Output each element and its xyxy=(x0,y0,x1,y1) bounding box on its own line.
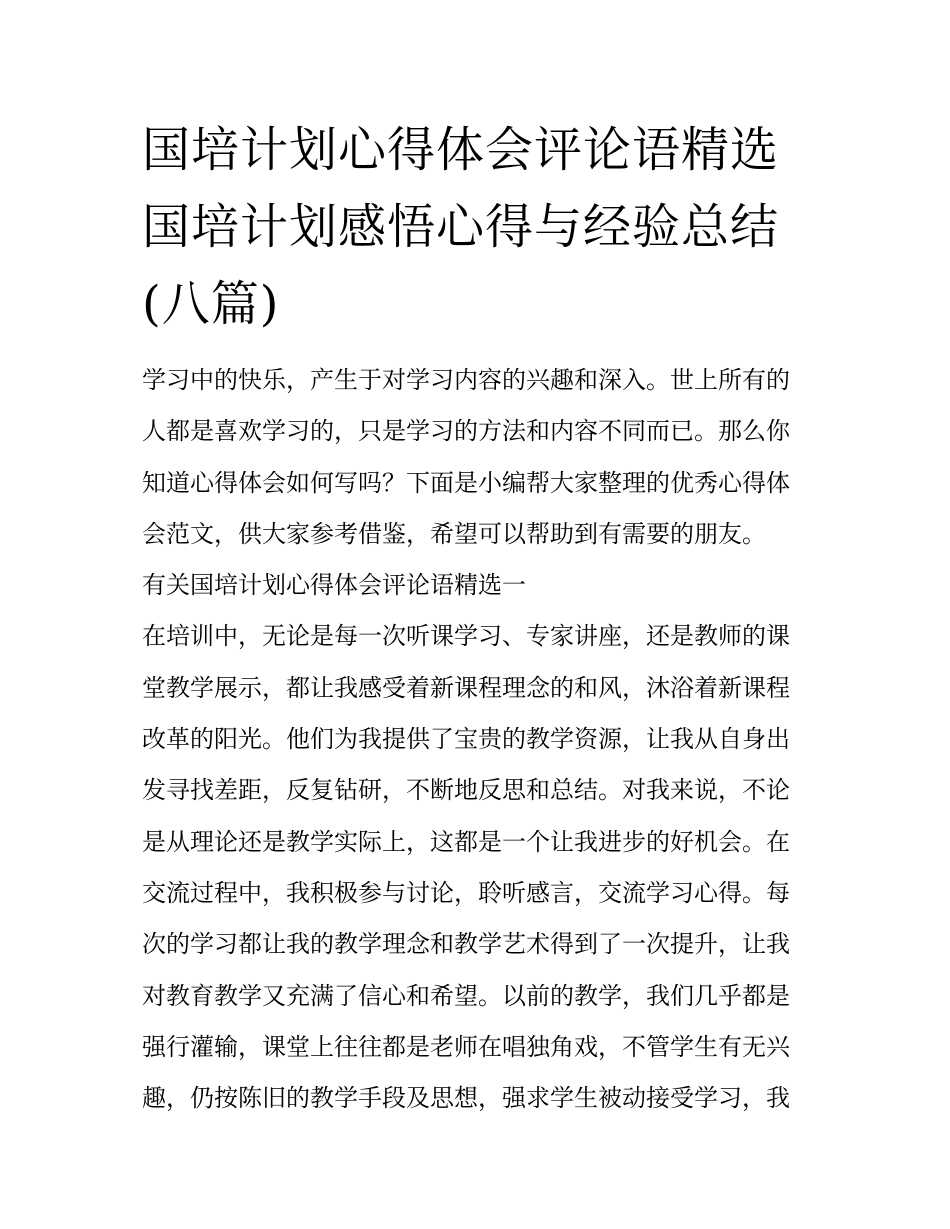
section-heading: 有关国培计划心得体会评论语精选一 xyxy=(142,571,526,600)
document-title: 国培计划心得体会评论语精选 国培计划感悟心得与经验总结 (八篇) xyxy=(142,122,780,332)
document-body xyxy=(142,355,822,1124)
section-paragraph: 在培训中，无论是每一次听课学习、专家讲座，还是教师的课 堂教学展示，都让我感受着新课程理念的和风，沐浴着新课程 改革的阳光。他们为我提供了宝贵的教学资源，让我从自身出 发寻找差距，反复钻研，不断地反思和总结。对我来说，不论 是从理论还是教学实际上，这都是一个让我进步的好机会。在 交流过程中，我积极参与讨论，聆听感言，交流学习心得。每 次的学习都让我的教学理念和教学艺术得到了一次提升，让我 对教育教学又充满了信心和希望。以前的教学，我们几乎都是 强行灌输，课堂上往往都是老师在唱独角戏，不管学生有无兴 趣，仍按陈旧的教学手段及思想，强求学生被动接受学习，我 xyxy=(142,622,790,1113)
intro-paragraph: 学习中的快乐，产生于对学习内容的兴趣和深入。世上所有的 人都是喜欢学习的，只是学习的方法和内容不同而已。那么你 知道心得体会如何写吗？下面是小编帮大家整理的优秀心得体 会范文，供大家参考借鉴，希望可以帮助到有需要的朋友。 xyxy=(142,366,790,548)
